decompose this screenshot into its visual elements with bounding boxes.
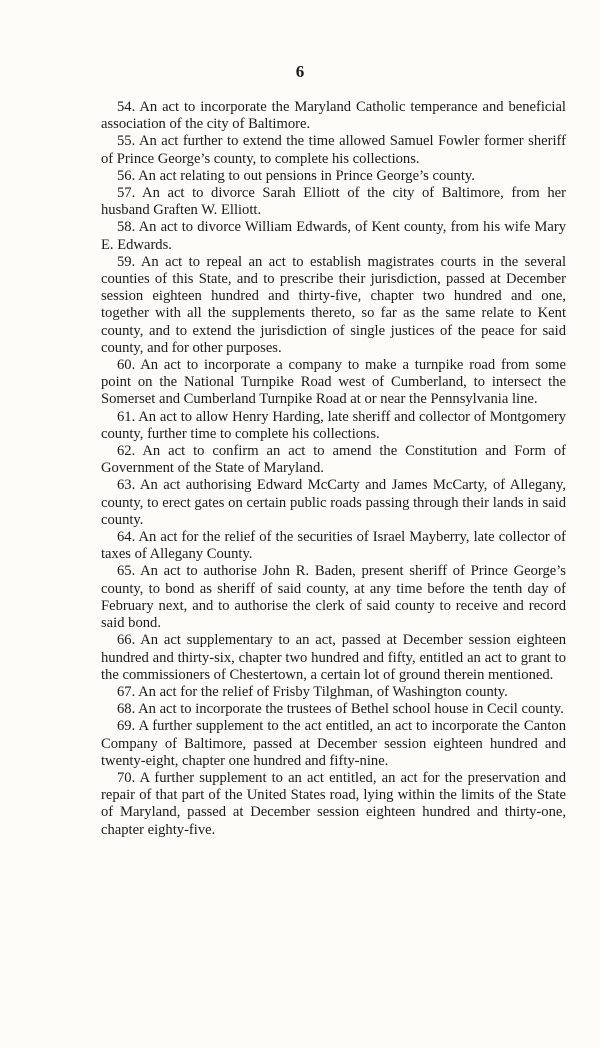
act-entry-55: 55. An act further to extend the time allowed Samuel Fowler former sheriff of Prince George’s county, to complete his collections. — [101, 133, 566, 167]
act-entry-57: 57. An act to divorce Sarah Elliott of the city of Baltimore, from her husband Graften W. Elliott. — [101, 185, 566, 219]
act-entry-66: 66. An act supplementary to an act, passed at December session eighteen hundred and thirty-six, chapter two hundred and fifty, entitled an act to grant to the commissioners of Chestertown, a certain lot of ground therein mentioned. — [101, 632, 566, 683]
act-entry-60: 60. An act to incorporate a company to make a turnpike road from some point on the National Turnpike Road west of Cumberland, to intersect the Somerset and Cumberland Turnpike Road at or near the Pennsylvania line. — [101, 357, 566, 408]
act-entry-62: 62. An act to confirm an act to amend the Constitution and Form of Government of the State of Maryland. — [101, 443, 566, 477]
act-entry-68: 68. An act to incorporate the trustees of Bethel school house in Cecil county. — [117, 701, 564, 718]
act-entry-54: 54. An act to incorporate the Maryland Catholic temperance and beneficial association of the city of Baltimore. — [101, 99, 566, 133]
act-entry-64: 64. An act for the relief of the securities of Israel Mayberry, late collector of taxes of Allegany County. — [101, 529, 566, 563]
act-entry-70: 70. A further supplement to an act entitled, an act for the preservation and repair of that part of the United States road, lying within the limits of the State of Maryland, passed at December session eighteen hundred and thirty-one, chapter eighty-five. — [101, 769, 566, 838]
act-entry-61: 61. An act to allow Henry Harding, late sheriff and collector of Montgomery county, further time to complete his collections. — [101, 408, 566, 442]
act-entry-67: 67. An act for the relief of Frisby Tilghman, of Washington county. — [117, 683, 508, 700]
act-entry-59: 59. An act to repeal an act to establish magistrates courts in the several counties of this State, and to prescribe their jurisdiction, passed at December session eighteen hundred and thirty-five, chapter two hundred and one, together with all the supplements thereto, so far as the same relate to Kent county, and to extend the jurisdiction of single justices of the peace for said county, and for other purposes. — [101, 253, 566, 356]
act-entry-69: 69. A further supplement to the act entitled, an act to incorporate the Canton Company of Baltimore, passed at December session eighteen hundred and twenty-eight, chapter one hundred and fifty-nine. — [101, 718, 566, 769]
act-entry-56: 56. An act relating to out pensions in Prince George’s county. — [117, 167, 475, 184]
act-entry-65: 65. An act to authorise John R. Baden, present sheriff of Prince George’s county, to bond as sheriff of said county, at any time before the tenth day of February next, and to authorise the clerk of said county to receive and record said bond. — [101, 563, 566, 632]
act-entry-58: 58. An act to divorce William Edwards, of Kent county, from his wife Mary E. Edwards. — [101, 219, 566, 253]
page-number: 6 — [295, 62, 305, 81]
act-entry-63: 63. An act authorising Edward McCarty and James McCarty, of Allegany, county, to erect gates on certain public roads passing through their lands in said county. — [101, 477, 566, 528]
acts-list — [101, 99, 566, 839]
